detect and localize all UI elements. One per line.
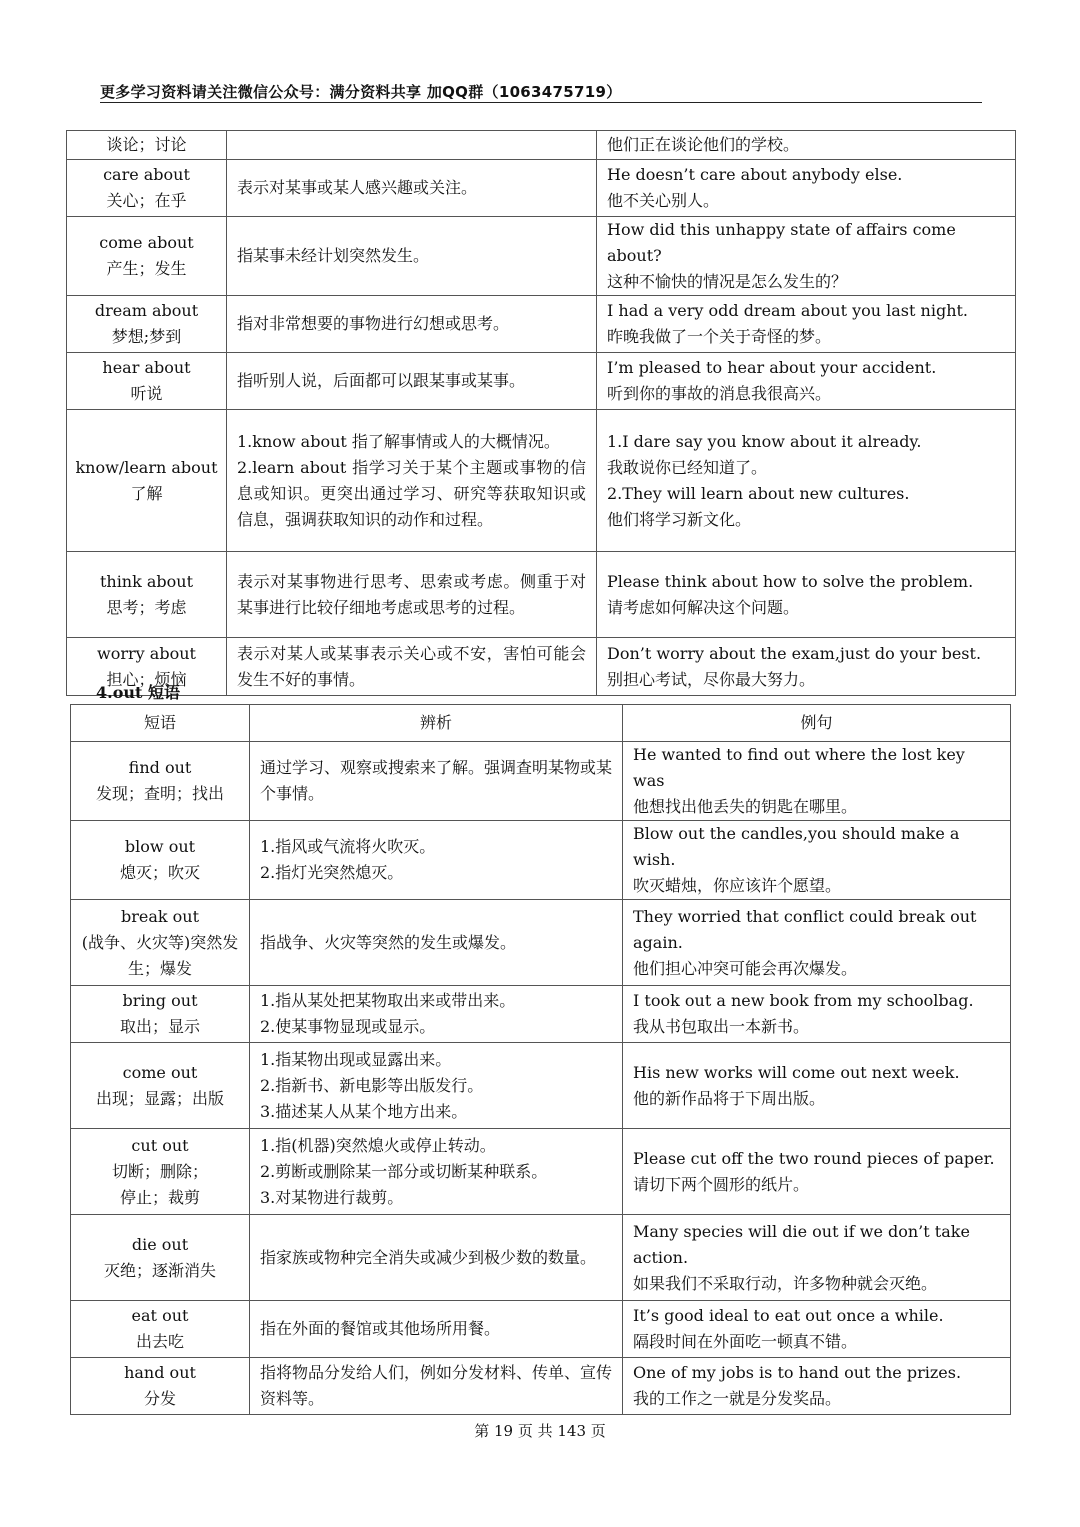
explanation-text: 1.know about 指了解事情或人的大概情况。 [237, 431, 560, 451]
example-text: 别担心考试，尽你最大努力。 [607, 669, 816, 689]
explanation-cell [250, 900, 623, 986]
phrase-text: think about [99, 571, 194, 591]
phrase-cell [67, 131, 227, 160]
explanation-cell [227, 552, 597, 638]
explanation-text: 指将物品分发给人们，例如分发材料、传单、宣传资料等。 [260, 1363, 613, 1408]
phrase-cell [71, 1129, 250, 1215]
explanation-cell [227, 410, 597, 552]
table-row [71, 821, 1011, 900]
out-phrases-table [70, 704, 1011, 1415]
phrase-text: 关心；在乎 [106, 191, 187, 210]
phrase-text: 梦想;梦到 [111, 327, 182, 346]
explanation-text: 2.指新书、新电影等出版发行。 [260, 1075, 484, 1095]
phrase-text: die out [131, 1234, 189, 1254]
phrase-text: 了解 [130, 483, 163, 503]
phrase-text: 取出；显示 [119, 1017, 200, 1036]
explanation-text: 1.指风或气流将火吹灭。 [260, 837, 436, 856]
example-cell [623, 821, 1011, 900]
example-text: Blow out the candles,you should make a wish. [633, 824, 960, 869]
example-text: They worried that conflict could break out again. [633, 906, 977, 952]
example-text: Don’t worry about the exam,just do your best. [607, 643, 982, 663]
example-text: I took out a new book from my schoolbag. [633, 991, 974, 1010]
example-text: I’m pleased to hear about your accident. [607, 358, 937, 377]
table-row [67, 217, 1016, 296]
example-cell [623, 1358, 1011, 1415]
phrase-cell [71, 742, 250, 821]
explanation-text: 通过学习、观察或搜索来了解。强调查明某物或某个事情。 [260, 758, 613, 803]
example-cell [623, 900, 1011, 986]
phrase-cell [67, 217, 227, 296]
header-explanation: 辨析 [250, 705, 623, 742]
example-text: 2.They will learn about new cultures. [607, 483, 910, 503]
explanation-cell [250, 742, 623, 821]
phrase-text: 谈论；讨论 [106, 135, 187, 154]
explanation-text: 表示对某事或某人感兴趣或关注。 [237, 178, 478, 197]
phrase-text: 听说 [130, 384, 163, 403]
example-cell [623, 742, 1011, 821]
example-text: 他们担心冲突可能会再次爆发。 [633, 958, 858, 978]
example-text: How did this unhappy state of affairs come about? [607, 220, 956, 265]
phrase-text: 发现；查明；找出 [95, 784, 224, 803]
explanation-text: 1.指(机器)突然熄火或停止转动。 [260, 1135, 496, 1155]
example-cell [597, 131, 1016, 160]
phrase-text: hand out [124, 1363, 196, 1382]
phrase-cell [67, 353, 227, 410]
phrase-text: hear about [102, 358, 191, 377]
example-text: 请切下两个圆形的纸片。 [633, 1174, 810, 1194]
example-cell [597, 552, 1016, 638]
explanation-cell [250, 986, 623, 1043]
phrase-cell [71, 1358, 250, 1415]
phrase-cell [67, 552, 227, 638]
explanation-text: 指在外面的餐馆或其他场所用餐。 [260, 1319, 501, 1338]
about-phrases-table [66, 130, 1016, 696]
explanation-cell [250, 1043, 623, 1129]
phrase-cell [71, 1215, 250, 1301]
explanation-cell [227, 296, 597, 353]
phrase-text: find out [128, 758, 192, 777]
explanation-cell [227, 131, 597, 160]
example-text: 1.I dare say you know about it already. [607, 431, 922, 451]
example-text: 他们正在谈论他们的学校。 [607, 135, 800, 154]
table-row [71, 1301, 1011, 1358]
phrase-text: eat out [131, 1306, 189, 1325]
example-text: 他们将学习新文化。 [607, 509, 752, 529]
explanation-text: 指某事未经计划突然发生。 [237, 246, 430, 265]
example-cell [623, 1215, 1011, 1301]
phrase-cell [71, 1043, 250, 1129]
example-cell [597, 638, 1016, 696]
example-cell [597, 217, 1016, 296]
header-text: 更多学习资料请关注微信公众号：满分资料共享 加QQ群（1063475719） [100, 83, 622, 101]
phrase-text: 分发 [143, 1389, 176, 1408]
phrase-text: know/learn about [75, 457, 218, 477]
phrase-text: 思考；考虑 [106, 597, 187, 617]
explanation-text: 2.剪断或删除某一部分或切断某种联系。 [260, 1161, 548, 1181]
table-row [71, 986, 1011, 1043]
table-row [71, 1215, 1011, 1301]
table-row [67, 160, 1016, 217]
page-header [100, 78, 982, 103]
explanation-cell [250, 1358, 623, 1415]
example-text: It’s good ideal to eat out once a while. [633, 1306, 944, 1325]
example-text: 我从书包取出一本新书。 [633, 1017, 810, 1036]
table-row [67, 410, 1016, 552]
header-phrase: 短语 [71, 705, 250, 742]
explanation-cell [250, 821, 623, 900]
explanation-text: 指战争、火灾等突然的发生或爆发。 [260, 932, 517, 952]
table-row [67, 353, 1016, 410]
example-text: 我敢说你已经知道了。 [607, 457, 768, 477]
phrase-text: worry about [97, 643, 196, 663]
phrase-text: care about [103, 165, 190, 184]
explanation-text: 3.描述某人从某个地方出来。 [260, 1101, 468, 1121]
table-row [71, 900, 1011, 986]
phrase-text: come out [122, 1062, 198, 1082]
phrase-text: cut out [131, 1135, 189, 1155]
table-row [71, 1043, 1011, 1129]
example-text: 他想找出他丢失的钥匙在哪里。 [633, 797, 858, 816]
explanation-text: 指对非常想要的事物进行幻想或思考。 [237, 314, 510, 333]
explanation-text: 2.指灯光突然熄灭。 [260, 863, 404, 882]
phrase-text: come about [99, 233, 194, 252]
phrase-cell [71, 900, 250, 986]
example-text: 这种不愉快的情况是怎么发生的？ [607, 272, 848, 291]
example-text: He wanted to find out where the lost key was [633, 745, 965, 790]
phrase-cell [67, 160, 227, 217]
table-row [71, 1358, 1011, 1415]
table-row [67, 131, 1016, 160]
example-cell [623, 1043, 1011, 1129]
explanation-cell [250, 1129, 623, 1215]
example-cell [597, 410, 1016, 552]
phrase-cell [67, 410, 227, 552]
phrase-cell [71, 986, 250, 1043]
phrase-text: 灭绝；逐渐消失 [103, 1260, 216, 1280]
phrase-text: 出现；显露；出版 [95, 1088, 224, 1108]
explanation-cell [227, 160, 597, 217]
example-text: 请考虑如何解决这个问题。 [607, 597, 800, 617]
explanation-text: 表示对某事物进行思考、思索或考虑。侧重于对某事进行比较仔细地考虑或思考的过程。 [237, 571, 586, 617]
example-cell [623, 986, 1011, 1043]
example-text: 他不关心别人。 [607, 191, 720, 210]
example-text: 吹灭蜡烛，你应该许个愿望。 [633, 876, 842, 895]
phrase-text: 产生；发生 [106, 259, 187, 278]
example-text: 隔段时间在外面吃一顿真不错。 [633, 1332, 858, 1351]
explanation-text: 3.对某物进行裁剪。 [260, 1187, 404, 1207]
explanation-text: 表示对某人或某事表示关心或不安，害怕可能会发生不好的事情。 [237, 643, 586, 689]
phrase-text: bring out [122, 991, 198, 1010]
phrase-text: 担心；烦恼 [106, 669, 187, 689]
table-row [67, 638, 1016, 696]
explanation-text: 1.指某物出现或显露出来。 [260, 1049, 452, 1069]
explanation-text: 指家族或物种完全消失或减少到极少数的数量。 [260, 1247, 597, 1267]
example-cell [597, 353, 1016, 410]
explanation-text: 指听别人说，后面都可以跟某事或某事。 [237, 371, 526, 390]
explanation-cell [250, 1215, 623, 1301]
phrase-cell [67, 296, 227, 353]
example-text: Please cut off the two round pieces of paper. [633, 1148, 995, 1168]
explanation-cell [227, 353, 597, 410]
explanation-cell [227, 217, 597, 296]
example-cell [623, 1301, 1011, 1358]
example-text: 昨晚我做了一个关于奇怪的梦。 [607, 327, 832, 346]
phrase-text: dream about [94, 301, 199, 320]
example-text: I had a very odd dream about you last night. [607, 301, 969, 320]
example-cell [597, 296, 1016, 353]
example-text: 听到你的事故的消息我很高兴。 [607, 384, 832, 403]
phrase-cell [71, 821, 250, 900]
phrase-text: (战争、火灾等)突然发生；爆发 [81, 932, 239, 978]
explanation-text: 2.learn about 指学习关于某个主题或事物的信息或知识。更突出通过学习、研究等获取知识或信息，强调获取知识的动作和过程。 [237, 457, 586, 529]
example-text: 如果我们不采取行动，许多物种就会灭绝。 [633, 1273, 938, 1293]
phrase-text: blow out [124, 837, 196, 856]
phrase-text: 熄灭；吹灭 [119, 863, 200, 882]
page-footer: 第 19 页 共 143 页 [474, 1422, 606, 1440]
table-row [67, 552, 1016, 638]
example-text: Many species will die out if we don’t take action. [633, 1221, 970, 1267]
table-header-row [71, 705, 1011, 742]
table-row [67, 296, 1016, 353]
example-text: 我的工作之一就是分发奖品。 [633, 1389, 842, 1408]
phrase-text: 停止；裁剪 [119, 1187, 200, 1207]
table-row [71, 742, 1011, 821]
explanation-cell [250, 1301, 623, 1358]
explanation-text: 1.指从某处把某物取出来或带出来。 [260, 991, 516, 1010]
phrase-text: 出去吃 [135, 1332, 184, 1351]
header-example: 例句 [623, 705, 1011, 742]
phrase-text: break out [120, 906, 200, 926]
example-text: One of my jobs is to hand out the prizes. [633, 1363, 962, 1382]
section-title: 4.out 短语 [96, 683, 180, 702]
example-text: 他的新作品将于下周出版。 [633, 1088, 826, 1108]
explanation-cell [227, 638, 597, 696]
phrase-cell [71, 1301, 250, 1358]
table-row [71, 1129, 1011, 1215]
example-text: Please think about how to solve the problem. [607, 571, 974, 591]
explanation-text: 2.使某事物显现或显示。 [260, 1017, 436, 1036]
example-cell [597, 160, 1016, 217]
example-text: He doesn’t care about anybody else. [607, 165, 903, 184]
example-cell [623, 1129, 1011, 1215]
phrase-text: 切断；删除； [111, 1161, 208, 1181]
example-text: His new works will come out next week. [633, 1062, 960, 1082]
